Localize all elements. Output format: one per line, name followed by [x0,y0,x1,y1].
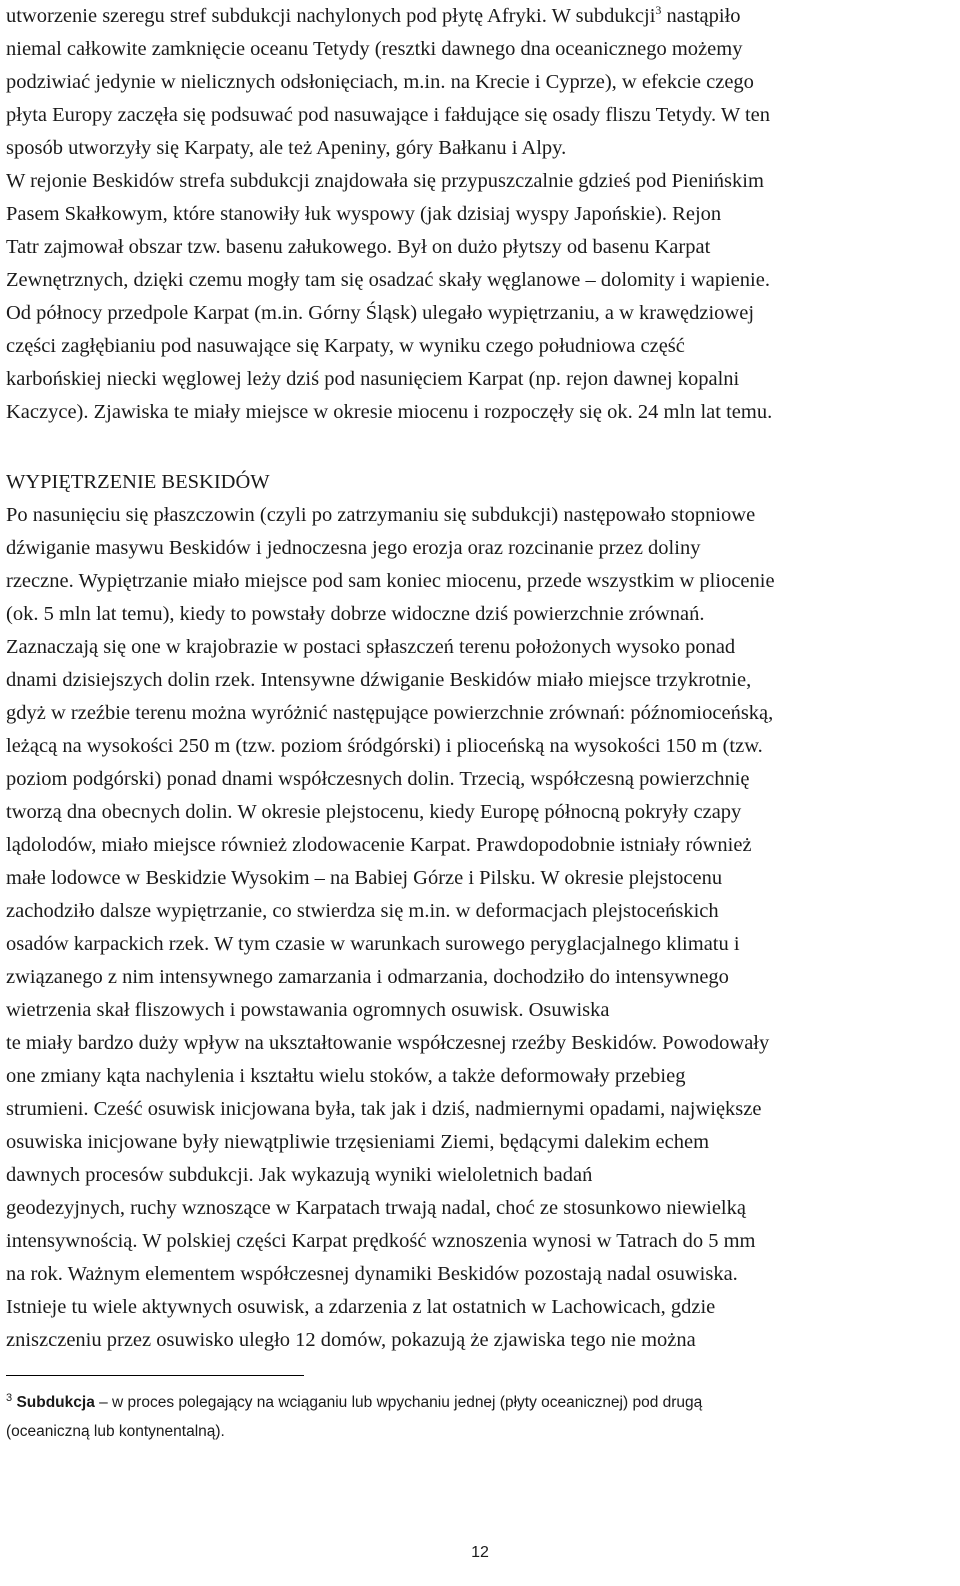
text-line: Zewnętrznych, dzięki czemu mogły tam się osadzać skały węglanowe – dolomity i wapienie. [6,269,770,291]
text-line: podziwiać jedynie w nielicznych odsłonięciach, m.in. na Krecie i Cyprze), w efekcie czego [6,71,754,93]
text-segment: utworzenie szeregu stref subdukcji nachylonych pod płytę Afryki. W subdukcji [6,5,656,27]
text-line: one zmiany kąta nachylenia i kształtu wielu stoków, a także deformowały przebieg [6,1065,686,1087]
text-line: małe lodowce w Beskidzie Wysokim – na Babiej Górze i Pilsku. W okresie plejstocenu [6,867,723,889]
text-line: lądolodów, miało miejsce również zlodowacenie Karpat. Prawdopodobnie istniały również [6,834,752,856]
text-line: dawnych procesów subdukcji. Jak wykazują wyniki wieloletnich badań [6,1164,593,1186]
text-line: osadów karpackich rzek. W tym czasie w warunkach surowego peryglacjalnego klimatu i [6,933,740,955]
text-line: płyta Europy zaczęła się podsuwać pod nasuwające i fałdujące się osady fliszu Tetydy. W ten [6,104,771,126]
text-line: geodezyjnych, ruchy wznoszące w Karpatach trwają nadal, choć ze stosunkowo niewielką [6,1197,746,1219]
text-line: Od północy przedpole Karpat (m.in. Górny Śląsk) ulegało wypiętrzaniu, a w krawędziowej [6,302,755,324]
text-line: dnami dzisiejszych dolin rzek. Intensywne dźwiganie Beskidów miało miejsce trzykrotnie, [6,669,752,691]
text-segment: nastąpiło [661,5,741,27]
footnote-number: 3 [6,1391,13,1404]
footnote-term: Subdukcja [16,1394,95,1411]
text-line: związanego z nim intensywnego zamarzania i odmarzania, dochodziło do intensywnego [6,966,729,988]
text-line: intensywnością. W polskiej części Karpat prędkość wznoszenia wynosi w Tatrach do 5 mm [6,1230,756,1252]
text-line: niemal całkowite zamknięcie oceanu Tetydy (resztki dawnego dna oceanicznego możemy [6,38,743,60]
text-line: (ok. 5 mln lat temu), kiedy to powstały dobrze widoczne dziś powierzchnie zrównań. [6,603,705,625]
text-line: rzeczne. Wypiętrzanie miało miejsce pod sam koniec miocenu, przede wszystkim w pliocenie [6,570,775,592]
text-line: W rejonie Beskidów strefa subdukcji znajdowała się przypuszczalnie gdzieś pod Pienińskim [6,170,764,192]
text-line: tworzą dna obecnych dolin. W okresie plejstocenu, kiedy Europę północną pokryły czapy [6,801,742,823]
footnote-text: – w proces polegający na wciąganiu lub wpychaniu jednej (płyty oceanicznej) pod drugą [94,1394,703,1411]
text-line: poziom podgórski) ponad dnami współczesnych dolin. Trzecią, współczesną powierzchnię [6,768,750,790]
text-line: strumieni. Cześć osuwisk inicjowana była, tak jak i dziś, nadmiernymi opadami, największe [6,1098,762,1120]
text-line: gdyż w rzeźbie terenu można wyróżnić następujące powierzchnie zrównań: późnomioceńską, [6,702,774,724]
text-line: wietrzenia skał fliszowych i powstawania ogromnych osuwisk. Osuwiska [6,999,610,1021]
text-line: na rok. Ważnym elementem współczesnej dynamiki Beskidów pozostają nadal osuwiska. [6,1263,738,1285]
text-line: Kaczyce). Zjawiska te miały miejsce w okresie miocenu i rozpoczęły się ok. 24 mln lat temu. [6,401,773,423]
text-line: karbońskiej niecki węglowej leży dziś pod nasunięciem Karpat (np. rejon dawnej kopalni [6,368,740,390]
document-page [6,0,954,1586]
text-line: sposób utworzyły się Karpaty, ale też Apeniny, góry Bałkanu i Alpy. [6,137,567,159]
footnote-line [6,1391,702,1415]
text-line: Tatr zajmował obszar tzw. basenu załukowego. Był on dużo płytszy od basenu Karpat [6,236,711,258]
text-line: leżącą na wysokości 250 m (tzw. poziom śródgórski) i plioceńską na wysokości 150 m (tzw. [6,735,763,757]
text-line: Pasem Skałkowym, które stanowiły łuk wyspowy (jak dzisiaj wyspy Japońskie). Rejon [6,203,722,225]
text-line: Istnieje tu wiele aktywnych osuwisk, a zdarzenia z lat ostatnich w Lachowicach, gdzie [6,1296,716,1318]
text-line: osuwiska inicjowane były niewątpliwie trzęsieniami Ziemi, będącymi dalekim echem [6,1131,710,1153]
text-line: zachodziło dalsze wypiętrzanie, co stwierdza się m.in. w deformacjach plejstoceńskich [6,900,719,922]
text-line: części zagłębianiu pod nasuwające się Karpaty, w wyniku czego południowa część [6,335,685,357]
footnote-separator [6,1375,304,1376]
text-line: te miały bardzo duży wpływ na ukształtowanie współczesnej rzeźby Beskidów. Powodowały [6,1032,770,1054]
text-line: Zaznaczają się one w krajobrazie w postaci spłaszczeń terenu położonych wysoko ponad [6,636,736,658]
text-line: dźwiganie masywu Beskidów i jednoczesna jego erozja oraz rozcinanie przez doliny [6,537,701,559]
section-heading: WYPIĘTRZENIE BESKIDÓW [6,471,270,493]
footnote-reference: 3 [655,3,662,18]
footnote-line: (oceaniczną lub kontynentalną). [6,1423,225,1440]
text-line [6,0,741,32]
page-number: 12 [471,1544,489,1561]
text-line: Po nasunięciu się płaszczowin (czyli po zatrzymaniu się subdukcji) następowało stopniowe [6,504,756,526]
text-line: zniszczeniu przez osuwisko uległo 12 domów, pokazują że zjawiska tego nie można [6,1329,696,1351]
